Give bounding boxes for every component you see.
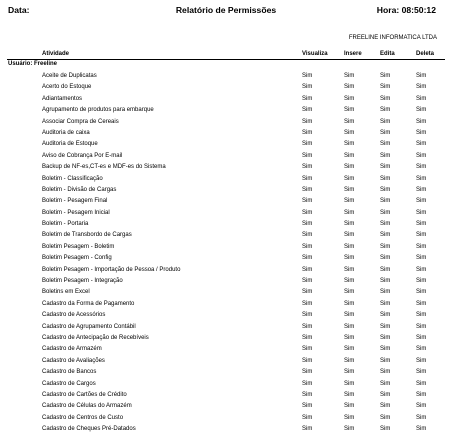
row-activity: Boletim - Divisão de Cargas <box>42 186 117 193</box>
row-view-value: Sim <box>302 357 313 364</box>
user-group-label: Usuário: Freeline <box>8 61 58 67</box>
row-insert-value: Sim <box>344 312 355 319</box>
row-insert-value: Sim <box>344 380 355 387</box>
row-insert-value: Sim <box>344 289 355 296</box>
row-activity: Boletim - Pesagem Inicial <box>42 209 110 216</box>
row-edit-value: Sim <box>380 129 391 136</box>
row-view-value: Sim <box>302 289 313 296</box>
row-activity: Associar Compra de Cereais <box>42 118 119 125</box>
row-delete-value: Sim <box>416 334 427 341</box>
row-edit-value: Sim <box>380 380 391 387</box>
row-edit-value: Sim <box>380 118 391 125</box>
row-insert-value: Sim <box>344 369 355 376</box>
row-view-value: Sim <box>302 346 313 353</box>
row-delete-value: Sim <box>416 107 427 114</box>
row-activity: Backup de NF-es,CT-es e MDF-es do Sistema <box>42 164 166 171</box>
table-row <box>0 118 452 129</box>
row-edit-value: Sim <box>380 141 391 148</box>
row-view-value: Sim <box>302 152 313 159</box>
column-header-edit: Edita <box>380 51 395 57</box>
table-row <box>0 197 452 208</box>
row-edit-value: Sim <box>380 243 391 250</box>
row-view-value: Sim <box>302 300 313 307</box>
row-edit-value: Sim <box>380 266 391 273</box>
row-delete-value: Sim <box>416 380 427 387</box>
row-insert-value: Sim <box>344 186 355 193</box>
row-delete-value: Sim <box>416 221 427 228</box>
row-insert-value: Sim <box>344 84 355 91</box>
row-edit-value: Sim <box>380 198 391 205</box>
row-delete-value: Sim <box>416 300 427 307</box>
row-edit-value: Sim <box>380 232 391 239</box>
row-activity: Cadastro de Bancos <box>42 369 97 376</box>
row-insert-value: Sim <box>344 198 355 205</box>
report-title: Relatório de Permissões <box>175 5 277 15</box>
row-edit-value: Sim <box>380 357 391 364</box>
row-view-value: Sim <box>302 380 313 387</box>
row-activity: Cadastro de Agrupamento Contábil <box>42 323 136 330</box>
row-activity: Cadastro de Cheques Pré-Datados <box>42 426 136 433</box>
row-edit-value: Sim <box>380 152 391 159</box>
row-activity: Cadastro de Acessórios <box>42 312 106 319</box>
row-view-value: Sim <box>302 209 313 216</box>
row-edit-value: Sim <box>380 255 391 262</box>
row-insert-value: Sim <box>344 346 355 353</box>
row-edit-value: Sim <box>380 346 391 353</box>
row-view-value: Sim <box>302 186 313 193</box>
row-delete-value: Sim <box>416 323 427 330</box>
row-delete-value: Sim <box>416 403 427 410</box>
row-activity: Aviso de Cobrança Por E-mail <box>42 152 123 159</box>
row-view-value: Sim <box>302 255 313 262</box>
row-view-value: Sim <box>302 198 313 205</box>
row-edit-value: Sim <box>380 209 391 216</box>
permission-rows <box>0 72 452 437</box>
row-activity: Cadastro de Cartões de Crédito <box>42 391 127 398</box>
row-insert-value: Sim <box>344 175 355 182</box>
row-delete-value: Sim <box>416 164 427 171</box>
table-row <box>0 72 452 83</box>
row-edit-value: Sim <box>380 175 391 182</box>
table-row <box>0 140 452 151</box>
table-row <box>0 95 452 106</box>
row-edit-value: Sim <box>380 403 391 410</box>
row-view-value: Sim <box>302 84 313 91</box>
row-delete-value: Sim <box>416 118 427 125</box>
row-edit-value: Sim <box>380 300 391 307</box>
table-row <box>0 243 452 254</box>
column-header-insert: Insere <box>344 51 362 57</box>
row-delete-value: Sim <box>416 391 427 398</box>
row-view-value: Sim <box>302 164 313 171</box>
row-edit-value: Sim <box>380 73 391 79</box>
table-row <box>0 83 452 94</box>
row-activity: Auditoria de caixa <box>42 129 90 136</box>
date-label: Data: <box>8 5 30 15</box>
row-activity: Boletim Pesagem - Importação de Pessoa / Produto <box>42 266 181 273</box>
row-view-value: Sim <box>302 232 313 239</box>
row-delete-value: Sim <box>416 84 427 91</box>
row-insert-value: Sim <box>344 255 355 262</box>
row-delete-value: Sim <box>416 209 427 216</box>
row-activity: Cadastro da Forma de Pagamento <box>42 300 135 307</box>
row-delete-value: Sim <box>416 255 427 262</box>
row-delete-value: Sim <box>416 129 427 136</box>
row-view-value: Sim <box>302 95 313 102</box>
row-activity: Boletim Pesagem - Integração <box>42 278 123 285</box>
row-insert-value: Sim <box>344 426 355 433</box>
table-row <box>0 402 452 413</box>
row-activity: Boletins em Excel <box>42 289 90 296</box>
row-delete-value: Sim <box>416 357 427 364</box>
row-delete-value: Sim <box>416 232 427 239</box>
table-row <box>0 152 452 163</box>
row-delete-value: Sim <box>416 198 427 205</box>
row-insert-value: Sim <box>344 141 355 148</box>
table-row <box>0 345 452 356</box>
row-activity: Aceite de Duplicatas <box>42 73 97 79</box>
row-activity: Cadastro de Armazém <box>42 346 102 353</box>
row-edit-value: Sim <box>380 164 391 171</box>
row-view-value: Sim <box>302 312 313 319</box>
row-delete-value: Sim <box>416 141 427 148</box>
row-activity: Boletim - Portaria <box>42 221 89 228</box>
column-header-delete: Deleta <box>416 51 435 57</box>
row-view-value: Sim <box>302 129 313 136</box>
row-view-value: Sim <box>302 243 313 250</box>
row-delete-value: Sim <box>416 186 427 193</box>
row-edit-value: Sim <box>380 391 391 398</box>
row-insert-value: Sim <box>344 152 355 159</box>
table-row <box>0 414 452 425</box>
row-activity: Boletim Pesagem - Boletim <box>42 243 115 250</box>
row-edit-value: Sim <box>380 278 391 285</box>
row-view-value: Sim <box>302 266 313 273</box>
row-delete-value: Sim <box>416 426 427 433</box>
header-divider <box>7 59 445 60</box>
row-delete-value: Sim <box>416 312 427 319</box>
row-delete-value: Sim <box>416 278 427 285</box>
table-row <box>0 425 452 436</box>
row-view-value: Sim <box>302 278 313 285</box>
row-view-value: Sim <box>302 141 313 148</box>
row-activity: Cadastro de Cargos <box>42 380 96 387</box>
table-row <box>0 391 452 402</box>
row-activity: Cadastro de Centros de Custo <box>42 414 124 421</box>
row-activity: Boletim de Transbordo de Cargas <box>42 232 132 239</box>
row-view-value: Sim <box>302 414 313 421</box>
row-insert-value: Sim <box>344 334 355 341</box>
row-activity: Cadastro de Avaliações <box>42 357 105 364</box>
table-row <box>0 186 452 197</box>
row-edit-value: Sim <box>380 334 391 341</box>
table-row <box>0 163 452 174</box>
row-activity: Agrupamento de produtos para embarque <box>42 107 154 114</box>
time-label: Hora: 08:50:12 <box>376 5 436 15</box>
row-insert-value: Sim <box>344 357 355 364</box>
table-row <box>0 220 452 231</box>
company-name: FREELINE INFORMATICA LTDA <box>348 35 437 41</box>
row-insert-value: Sim <box>344 266 355 273</box>
row-view-value: Sim <box>302 391 313 398</box>
table-row <box>0 368 452 379</box>
row-edit-value: Sim <box>380 95 391 102</box>
row-view-value: Sim <box>302 323 313 330</box>
row-view-value: Sim <box>302 403 313 410</box>
table-row <box>0 288 452 299</box>
row-view-value: Sim <box>302 73 313 79</box>
row-insert-value: Sim <box>344 118 355 125</box>
row-insert-value: Sim <box>344 209 355 216</box>
table-row <box>0 323 452 334</box>
row-insert-value: Sim <box>344 232 355 239</box>
row-insert-value: Sim <box>344 73 355 79</box>
row-edit-value: Sim <box>380 221 391 228</box>
row-edit-value: Sim <box>380 369 391 376</box>
row-insert-value: Sim <box>344 129 355 136</box>
row-activity: Cadastro de Células do Armazém <box>42 403 132 410</box>
row-insert-value: Sim <box>344 243 355 250</box>
row-edit-value: Sim <box>380 107 391 114</box>
table-row <box>0 106 452 117</box>
row-insert-value: Sim <box>344 391 355 398</box>
table-row <box>0 380 452 391</box>
column-header-activity: Atividade <box>42 51 70 57</box>
column-header-row <box>0 48 452 58</box>
row-view-value: Sim <box>302 221 313 228</box>
table-row <box>0 311 452 322</box>
row-edit-value: Sim <box>380 414 391 421</box>
row-delete-value: Sim <box>416 243 427 250</box>
row-delete-value: Sim <box>416 73 427 79</box>
row-activity: Boletim - Classificação <box>42 175 103 182</box>
table-row <box>0 277 452 288</box>
row-view-value: Sim <box>302 175 313 182</box>
row-delete-value: Sim <box>416 414 427 421</box>
table-row <box>0 254 452 265</box>
row-edit-value: Sim <box>380 323 391 330</box>
table-row <box>0 209 452 220</box>
row-delete-value: Sim <box>416 346 427 353</box>
row-activity: Cadastro de Antecipação de Recebíveis <box>42 334 149 341</box>
table-row <box>0 231 452 242</box>
table-row <box>0 129 452 140</box>
row-insert-value: Sim <box>344 300 355 307</box>
row-edit-value: Sim <box>380 426 391 433</box>
table-row <box>0 357 452 368</box>
row-delete-value: Sim <box>416 95 427 102</box>
row-edit-value: Sim <box>380 186 391 193</box>
row-view-value: Sim <box>302 369 313 376</box>
row-insert-value: Sim <box>344 95 355 102</box>
row-edit-value: Sim <box>380 84 391 91</box>
row-activity: Auditoria de Estoque <box>42 141 98 148</box>
row-edit-value: Sim <box>380 312 391 319</box>
row-delete-value: Sim <box>416 152 427 159</box>
table-row <box>0 266 452 277</box>
row-view-value: Sim <box>302 118 313 125</box>
table-row <box>0 175 452 186</box>
row-view-value: Sim <box>302 334 313 341</box>
row-insert-value: Sim <box>344 164 355 171</box>
row-insert-value: Sim <box>344 323 355 330</box>
row-delete-value: Sim <box>416 369 427 376</box>
row-insert-value: Sim <box>344 403 355 410</box>
row-view-value: Sim <box>302 107 313 114</box>
row-delete-value: Sim <box>416 266 427 273</box>
column-header-view: Visualiza <box>302 51 328 57</box>
row-insert-value: Sim <box>344 107 355 114</box>
table-row <box>0 334 452 345</box>
row-activity: Adiantamentos <box>42 95 83 102</box>
table-row <box>0 300 452 311</box>
row-delete-value: Sim <box>416 175 427 182</box>
row-activity: Boletim - Pesagem Final <box>42 198 108 205</box>
row-activity: Acerto do Estoque <box>42 84 92 91</box>
row-delete-value: Sim <box>416 289 427 296</box>
row-view-value: Sim <box>302 426 313 433</box>
row-edit-value: Sim <box>380 289 391 296</box>
row-insert-value: Sim <box>344 414 355 421</box>
row-insert-value: Sim <box>344 221 355 228</box>
row-activity: Boletim Pesagem - Config <box>42 255 112 262</box>
row-insert-value: Sim <box>344 278 355 285</box>
